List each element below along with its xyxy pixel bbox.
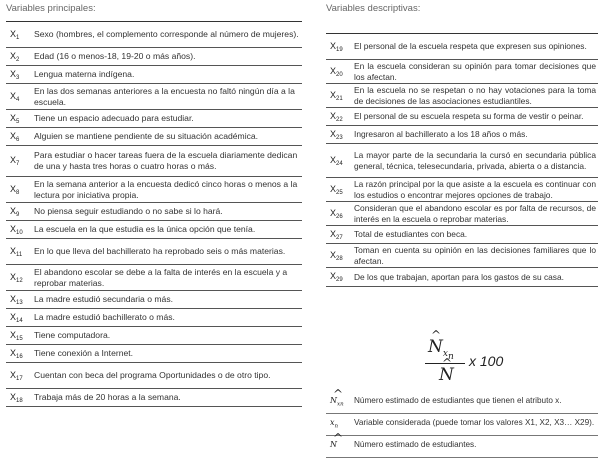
legend-symbol: ^ $N_{xn}$ bbox=[326, 396, 354, 408]
legend-description: Número estimado de estudiantes. bbox=[354, 440, 477, 449]
formula-numerator: ^ $N_{x_n}$ bbox=[428, 337, 454, 362]
variable-code: $X_{19}$ bbox=[330, 40, 343, 53]
variable-description: En la escuela no se respetan o no hay votaciones para la toma de decisiones de las asociaciones estudiantiles. bbox=[354, 85, 596, 106]
principal-variables-heading: Variables principales: bbox=[6, 3, 96, 14]
percentage-formula bbox=[326, 334, 598, 390]
variable-row bbox=[6, 84, 302, 110]
variable-description: El personal de su escuela respeta su forma de vestir o peinar. bbox=[354, 111, 584, 122]
variable-code: $X_{27}$ bbox=[330, 228, 343, 241]
variable-row bbox=[6, 363, 302, 389]
variable-description: En la escuela consideran su opinión para tomar decisiones que los afectan. bbox=[354, 61, 596, 82]
variable-row bbox=[6, 239, 302, 265]
variable-description: Edad (16 o menos-18, 19-20 o más años). bbox=[34, 51, 196, 62]
variable-code: $X_1$ bbox=[10, 28, 20, 41]
variable-code: $X_{23}$ bbox=[330, 128, 343, 141]
variable-description: Alguien se mantiene pendiente de su situación académica. bbox=[34, 131, 259, 142]
variable-code: $X_{12}$ bbox=[10, 271, 23, 284]
variable-description: El abandono escolar se debe a la falta de interés en la escuela y a reprobar materias. bbox=[34, 266, 288, 288]
variable-description: Trabaja más de 20 horas a la semana. bbox=[34, 392, 181, 403]
formula-denominator: ^ N bbox=[439, 365, 454, 385]
variable-row bbox=[6, 291, 302, 309]
variable-row bbox=[6, 221, 302, 239]
variable-description: El personal de la escuela respeta que expresen sus opiniones. bbox=[354, 41, 587, 52]
variable-code: $X_{14}$ bbox=[10, 311, 23, 324]
variable-description: La madre estudió secundaria o más. bbox=[34, 294, 174, 305]
variable-description: No piensa seguir estudiando o no sabe si lo hará. bbox=[34, 206, 223, 217]
variable-code: $X_8$ bbox=[10, 183, 20, 196]
legend-symbol: $x_n$ bbox=[330, 418, 339, 430]
formula-legend bbox=[326, 392, 598, 458]
variable-row bbox=[326, 226, 598, 244]
variable-code: $X_{24}$ bbox=[330, 154, 343, 167]
variable-row bbox=[326, 60, 598, 84]
variable-code: $X_{21}$ bbox=[330, 89, 343, 102]
variable-row bbox=[326, 202, 598, 226]
variable-description: Sexo (hombres, el complemento corresponde al número de mujeres). bbox=[34, 29, 299, 40]
variable-description: La escuela en la que estudia es la única opción que tenía. bbox=[34, 224, 256, 235]
variable-code: $X_3$ bbox=[10, 68, 20, 81]
legend-description: Variable considerada (puede tomar los valores X1, X2, X3… X29). bbox=[354, 418, 595, 427]
variable-description: Toman en cuenta su opinión en las decisiones familiares que lo afectan. bbox=[354, 245, 596, 266]
variable-code: $X_4$ bbox=[10, 90, 20, 103]
variable-code: $X_{11}$ bbox=[10, 245, 23, 258]
variable-code: $X_{18}$ bbox=[10, 391, 23, 404]
variable-code: $X_{29}$ bbox=[330, 271, 343, 283]
variable-code: $X_{25}$ bbox=[330, 183, 343, 196]
variable-code: $X_{28}$ bbox=[330, 249, 343, 262]
legend-symbol: ^ N bbox=[326, 440, 354, 449]
variable-row bbox=[326, 84, 598, 108]
variable-row bbox=[326, 178, 598, 202]
descriptive-variables-table bbox=[326, 33, 598, 287]
legend-row bbox=[326, 392, 598, 414]
variable-code: $X_9$ bbox=[10, 205, 20, 218]
variable-row bbox=[6, 48, 302, 66]
variable-row bbox=[326, 144, 598, 178]
legend-row bbox=[326, 414, 598, 436]
variable-code: $X_{13}$ bbox=[10, 293, 23, 306]
descriptive-variables-heading: Variables descriptivas: bbox=[326, 3, 421, 14]
variable-row bbox=[326, 244, 598, 268]
variable-row bbox=[326, 268, 598, 287]
variable-description: La razón principal por la que asiste a la escuela es continuar con los estudios o encontrar mejores opciones de trabajo. bbox=[354, 179, 596, 200]
variable-row bbox=[6, 345, 302, 363]
variable-description: En las dos semanas anteriores a la encuesta no faltó ningún día a la escuela. bbox=[34, 85, 295, 107]
variable-row bbox=[6, 327, 302, 345]
variable-row bbox=[6, 203, 302, 221]
variable-code: $X_{20}$ bbox=[330, 65, 343, 78]
variable-row bbox=[326, 126, 598, 144]
variable-code: $X_{16}$ bbox=[10, 347, 23, 360]
variable-row bbox=[6, 265, 302, 291]
legend-description: Número estimado de estudiantes que tienen el atributo x. bbox=[354, 396, 562, 405]
variable-description: Tiene conexión a Internet. bbox=[34, 348, 134, 359]
variable-description: Para estudiar o hacer tareas fuera de la escuela diariamente dedican de una y hasta tres horas o cuatro horas o más. bbox=[34, 150, 298, 171]
variable-code: $X_6$ bbox=[10, 130, 20, 143]
variable-row bbox=[6, 309, 302, 327]
variable-description: Ingresaron al bachillerato a los 18 años o más. bbox=[354, 129, 528, 140]
variable-row bbox=[6, 389, 302, 407]
variable-code: $X_{15}$ bbox=[10, 329, 23, 342]
variable-row bbox=[6, 128, 302, 146]
formula-multiplier: x 100 bbox=[469, 353, 504, 369]
legend-row bbox=[326, 436, 598, 458]
variable-row bbox=[326, 34, 598, 60]
variable-description: Tiene un espacio adecuado para estudiar. bbox=[34, 113, 194, 124]
variable-code: $X_2$ bbox=[10, 50, 20, 63]
variable-row bbox=[6, 177, 302, 203]
variable-description: Lengua materna indígena. bbox=[34, 69, 135, 80]
variable-code: $X_{17}$ bbox=[10, 369, 23, 382]
variable-description: Tiene computadora. bbox=[34, 330, 111, 341]
variable-code: $X_7$ bbox=[10, 155, 20, 167]
variable-code: $X_{26}$ bbox=[330, 207, 343, 220]
variable-row bbox=[6, 22, 302, 48]
variable-row bbox=[6, 110, 302, 128]
variable-description: Cuentan con beca del programa Oportunidades o de otro tipo. bbox=[34, 370, 271, 381]
variable-description: La mayor parte de la secundaria la cursó en secundaria pública general, técnica, telesecundaria, privada, abierta o a distancia. bbox=[354, 150, 596, 171]
variable-code: $X_{10}$ bbox=[10, 223, 23, 236]
variable-description: La madre estudió bachillerato o más. bbox=[34, 312, 175, 323]
variable-description: Total de estudiantes con beca. bbox=[354, 229, 468, 240]
variable-description: Consideran que el abandono escolar es por falta de recursos, de interés en la escuela o reprobar materias. bbox=[354, 203, 596, 224]
variable-code: $X_5$ bbox=[10, 112, 20, 125]
variable-description: De los que trabajan, aportan para los gastos de su casa. bbox=[354, 271, 564, 282]
variable-row bbox=[6, 146, 302, 177]
variable-code: $X_{22}$ bbox=[330, 110, 343, 123]
variable-description: En la semana anterior a la encuesta dedicó cinco horas o menos a la lectura por iniciativa propia. bbox=[34, 178, 298, 200]
variable-row bbox=[6, 66, 302, 84]
variable-description: En lo que lleva del bachillerato ha reprobado seis o más materias. bbox=[34, 246, 286, 257]
variable-row bbox=[326, 108, 598, 126]
principal-variables-table bbox=[6, 21, 302, 407]
